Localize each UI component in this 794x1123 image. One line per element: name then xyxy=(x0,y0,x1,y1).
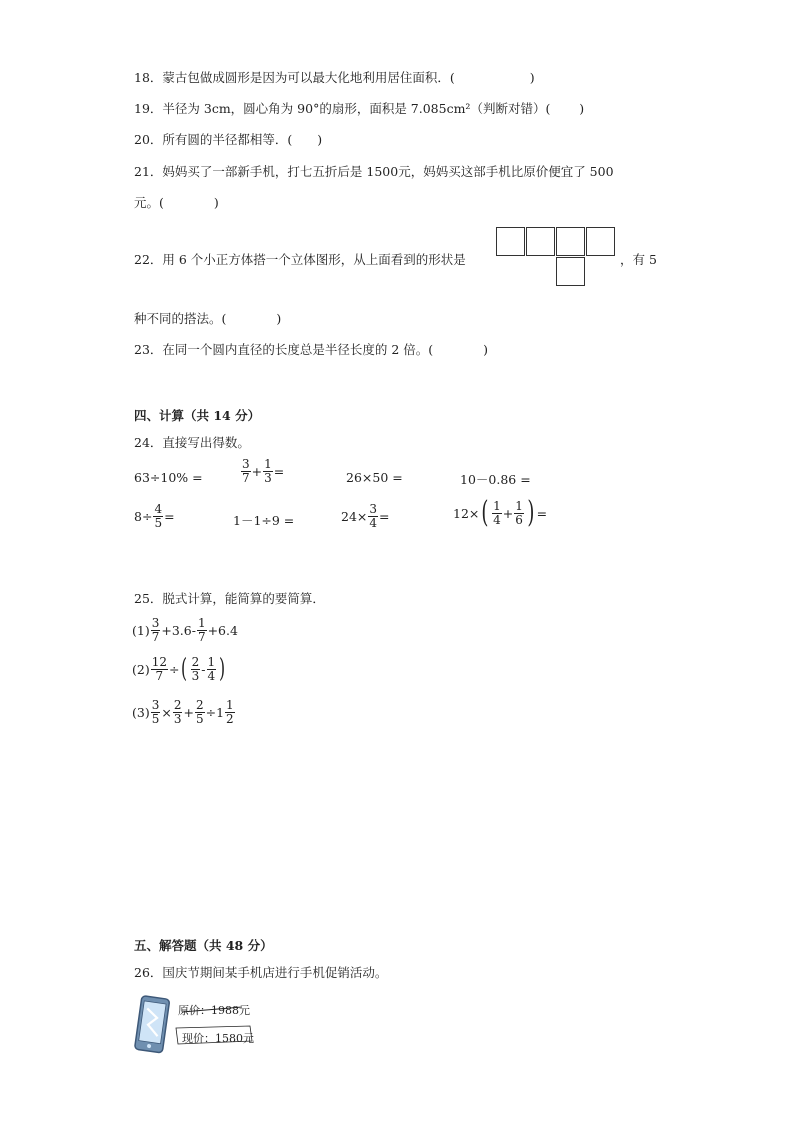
question-20: 20．所有圆的半径都相等．( ) xyxy=(134,132,323,147)
fraction: $\frac{2}{3}$ xyxy=(173,698,182,726)
fraction: $\frac{3}{7}$ xyxy=(242,457,250,485)
calc-r1-c4: 10－0.86 = xyxy=(460,472,531,487)
grid-cell xyxy=(496,227,525,256)
fraction: $\frac{1}{7}$ xyxy=(197,616,206,644)
top-view-figure xyxy=(496,227,618,289)
question-19: 19．半径为 3cm，圆心角为 90°的扇形，面积是 7.085cm²（判断对错）( ) xyxy=(134,101,585,116)
question-24: 24．直接写出得数。 xyxy=(134,435,250,450)
current-price: 现价：1580元 xyxy=(182,1032,254,1045)
calc-r2-c1: 8÷ $\frac{4}{5}$ = xyxy=(134,502,175,530)
question-23: 23．在同一个圆内直径的长度总是半径长度的 2 倍。( ) xyxy=(134,342,489,357)
section-5-title: 五、解答题（共 48 分） xyxy=(134,938,273,953)
fraction: $\frac{3}{5}$ xyxy=(151,698,160,726)
grid-cell xyxy=(526,227,555,256)
fraction: $\frac{1}{4}$ xyxy=(207,655,216,683)
expression-1: (1) $\frac{3}{7}$ +3.6- $\frac{1}{7}$ +6.4 xyxy=(132,616,238,644)
fraction: $\frac{3}{4}$ xyxy=(369,502,378,530)
question-22-text: 22．用 6 个小正方体搭一个立体图形，从上面看到的形状是 xyxy=(134,252,466,267)
question-22-line2: 种不同的搭法。( ) xyxy=(134,311,282,326)
original-price: 原价：1988元 xyxy=(178,1004,250,1017)
grid-cell xyxy=(556,257,585,286)
fraction: $\frac{2}{5}$ xyxy=(195,698,204,726)
question-18: 18．蒙古包做成圆形是因为可以最大化地利用居住面积．( ) xyxy=(134,70,535,85)
phone-promo-illustration xyxy=(132,995,272,1057)
fraction: $\frac{1}{3}$ xyxy=(264,457,272,485)
grid-cell xyxy=(586,227,615,256)
calc-r1-c3: 26×50 = xyxy=(346,470,403,485)
question-26: 26．国庆节期间某手机店进行手机促销活动。 xyxy=(134,965,388,980)
grid-cell xyxy=(556,227,585,256)
fraction: $\frac{1}{2}$ xyxy=(226,698,234,726)
calc-r2-c4: 12× ( $\frac{1}{4}$ + $\frac{1}{6}$ ) = xyxy=(453,495,548,530)
question-21-line2: 元。( ) xyxy=(134,195,219,210)
question-22-suffix: ，有 5 xyxy=(620,252,657,267)
fraction: $\frac{3}{7}$ xyxy=(151,616,160,644)
calc-r2-c3: 24× $\frac{3}{4}$ = xyxy=(341,502,390,530)
fraction: $\frac{4}{5}$ xyxy=(154,502,163,530)
fraction: $\frac{1}{6}$ xyxy=(515,498,523,527)
question-25: 25．脱式计算，能简算的要简算． xyxy=(134,591,325,606)
fraction: $\frac{12}{7}$ xyxy=(151,655,167,683)
calc-r2-c2: 1－1÷9 = xyxy=(233,513,295,528)
expression-3: (3) $\frac{3}{5}$ × $\frac{2}{3}$ + $\frac{2}{5}$ ÷1 $\frac{1}{2}$ xyxy=(132,698,234,726)
calc-r1-c1: 63÷10% = xyxy=(134,470,203,485)
expression-2: (2) $\frac{12}{7}$ ÷ ( $\frac{2}{3}$ - $\frac{1}{4}$ ) xyxy=(132,654,226,685)
question-21-line1: 21．妈妈买了一部新手机，打七五折后是 1500元，妈妈买这部手机比原价便宜了 500 xyxy=(134,164,614,179)
fraction: $\frac{1}{4}$ xyxy=(493,498,501,527)
section-4-title: 四、计算（共 14 分） xyxy=(134,408,261,423)
calc-r1-c2: $\frac{3}{7}$ + $\frac{1}{3}$ = xyxy=(242,457,285,485)
fraction: $\frac{2}{3}$ xyxy=(191,655,200,683)
